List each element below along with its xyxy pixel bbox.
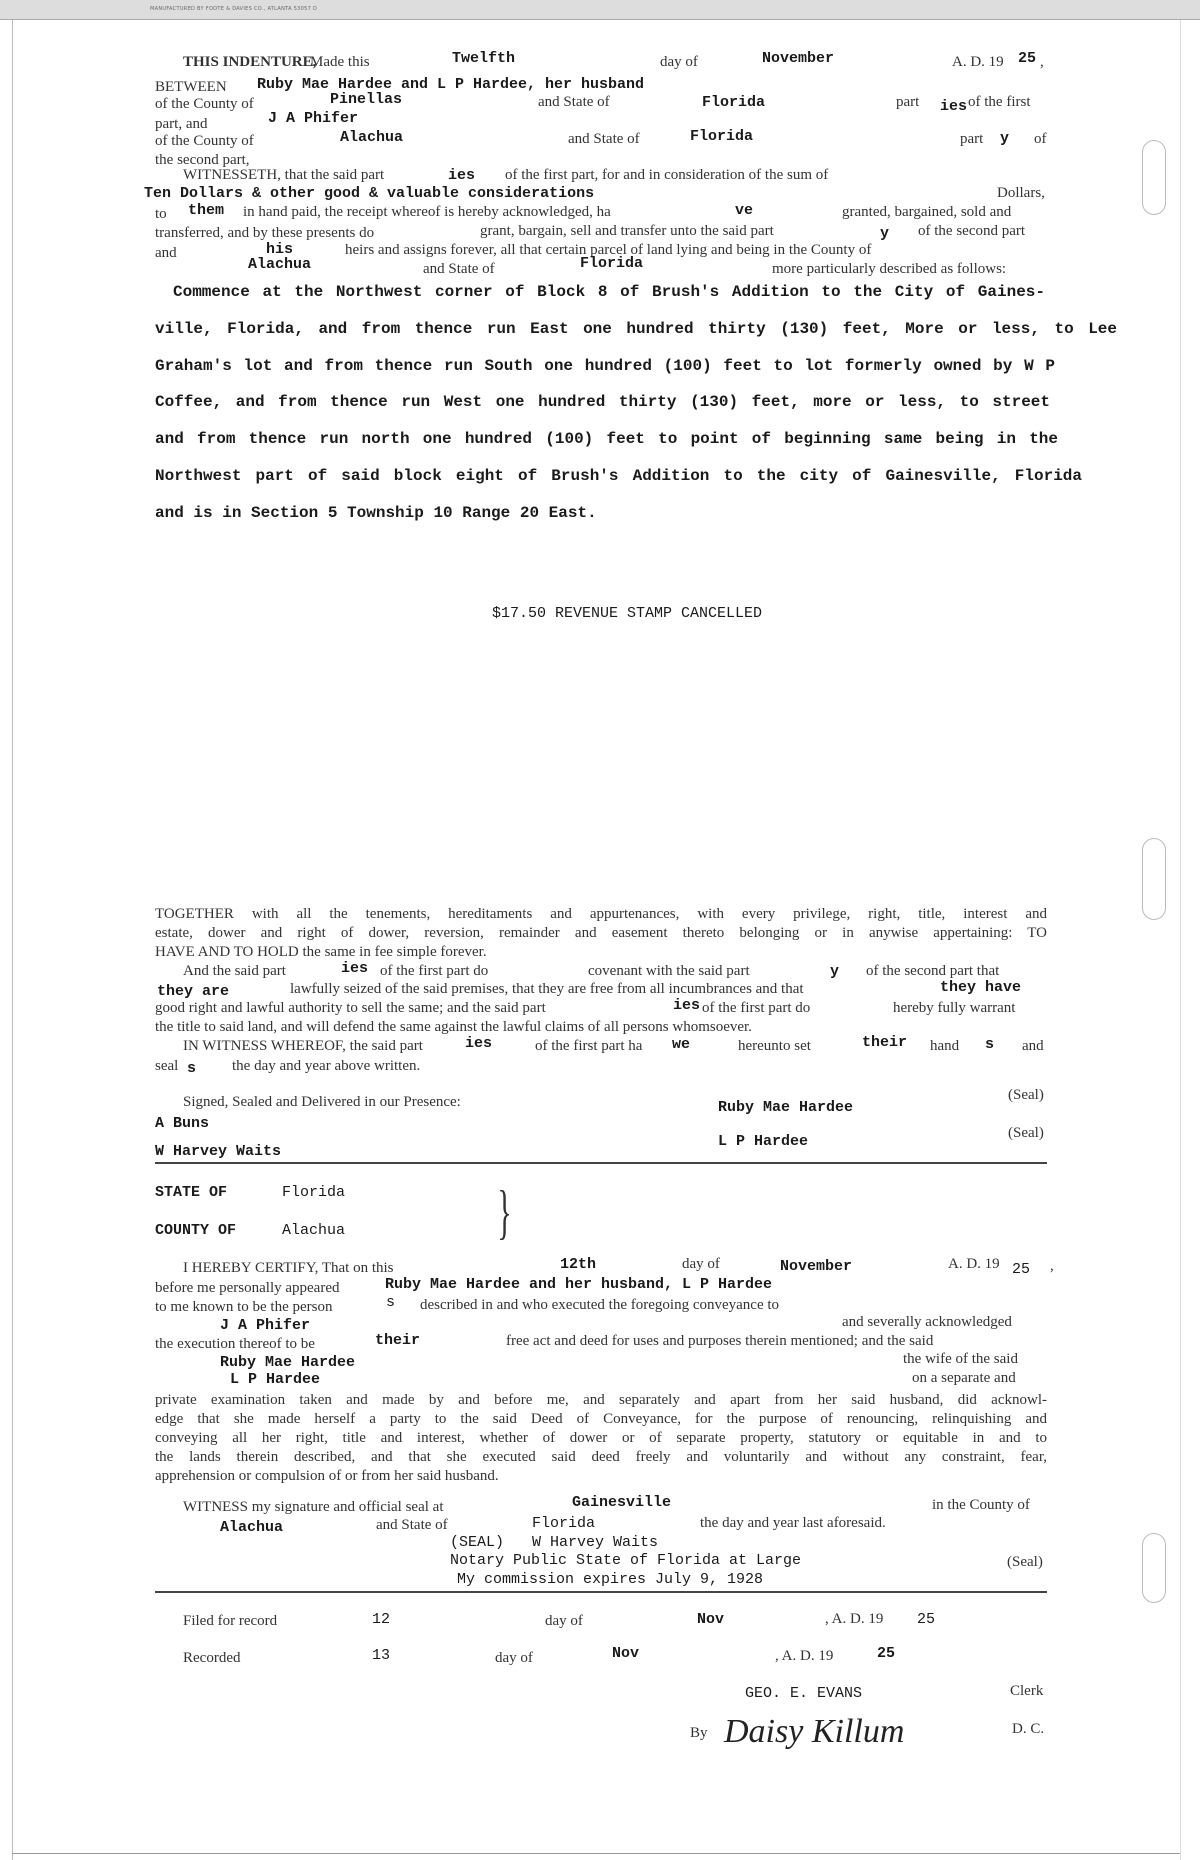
fill-suffix: s	[386, 1294, 396, 1311]
fill-suffix: ies	[448, 167, 476, 184]
label: of the County of	[155, 133, 254, 149]
punch-hole-icon	[1142, 838, 1166, 920]
label: heirs and assigns forever, all that certain parcel of land lying and being in the County of	[345, 242, 872, 258]
fill-suffix: ies	[341, 960, 369, 977]
seal-label: (Seal)	[1007, 1554, 1043, 1570]
ack-grantee: J A Phifer	[220, 1317, 311, 1334]
divider	[155, 1162, 1047, 1164]
label: more particularly described as follows:	[772, 261, 1007, 277]
label: hereby fully warrant	[893, 1000, 1016, 1016]
fill-state: Florida	[690, 128, 754, 145]
label: the execution thereof to be	[155, 1336, 315, 1352]
description-line: ville, Florida, and from thence run East one hundred thirty (130) feet, More or less, to Lee	[155, 320, 1117, 338]
label: , A. D. 19	[825, 1611, 884, 1627]
fill-year: 25	[1018, 50, 1037, 67]
clause-line: HAVE AND TO HOLD the same in fee simple forever.	[155, 944, 487, 960]
fill-they-are: they are	[157, 983, 230, 1000]
punch-hole-icon	[1142, 140, 1166, 215]
ack-county: Alachua	[282, 1222, 346, 1239]
fill-county: Pinellas	[330, 91, 403, 108]
label: of the second part	[918, 223, 1026, 239]
ack-day: 12th	[560, 1256, 597, 1273]
fill-grantors: Ruby Mae Hardee and L P Hardee, her husband	[257, 76, 645, 93]
fill-county: Alachua	[340, 129, 404, 146]
fill-suffix: s	[985, 1036, 995, 1053]
label: the wife of the said	[903, 1351, 1018, 1367]
description-line: and from thence run north one hundred (100) feet to point of beginning same being in the	[155, 430, 1058, 448]
notary-seal-tag: (SEAL)	[450, 1534, 505, 1551]
label: good right and lawful authority to sell the same; and the said part	[155, 1000, 546, 1016]
clause-line: apprehension or compulsion of or from her said husband.	[155, 1468, 499, 1484]
label: before me personally appeared	[155, 1280, 340, 1296]
label: BETWEEN	[155, 79, 227, 95]
label: lawfully seized of the said premises, that they are free from all incumbrances and that	[290, 981, 804, 997]
label: Made this	[310, 54, 370, 70]
label: A. D. 19	[948, 1256, 1000, 1272]
label: WITNESS my signature and official seal at	[183, 1499, 444, 1515]
clause-line: edge that she made herself a party to the said Deed of Conveyance, for the purpose of renouncing, relinquishing and	[155, 1411, 1047, 1427]
label: part	[896, 94, 920, 110]
label: and State of	[538, 94, 610, 110]
label: and	[155, 245, 177, 261]
filed-year: 25	[917, 1611, 936, 1628]
fill-his: his	[266, 241, 294, 258]
witness-name: A Buns	[155, 1115, 210, 1132]
label: the day and year above written.	[232, 1058, 421, 1074]
label: of the first part do	[702, 1000, 811, 1016]
label: WITNESSETH, that the said part	[183, 167, 385, 183]
seal-label: (Seal)	[1008, 1087, 1044, 1103]
label: in hand paid, the receipt whereof is hereby acknowledged, ha	[243, 204, 611, 220]
fill-to-whom: them	[188, 202, 225, 219]
brace-icon: }	[497, 1179, 512, 1245]
fill-suffix: y	[880, 225, 890, 242]
label: Filed for record	[183, 1613, 278, 1629]
fill-month: November	[762, 50, 835, 67]
label: to	[155, 206, 167, 222]
description-line: Graham's lot and from thence run South one hundred (100) feet to lot formerly owned by W P	[155, 357, 1055, 375]
label: Dollars,	[997, 185, 1045, 201]
clerk-name: GEO. E. EVANS	[745, 1685, 863, 1702]
label: of the first	[968, 94, 1031, 110]
label: day of	[660, 54, 698, 70]
fill-suffix: ies	[673, 997, 701, 1014]
label: of the first part ha	[535, 1038, 643, 1054]
punch-hole-icon	[1142, 1533, 1166, 1603]
label: grant, bargain, sell and transfer unto the said part	[480, 223, 774, 239]
recorded-day: 13	[372, 1647, 391, 1664]
fill-suffix: s	[187, 1060, 197, 1077]
notary-title: Notary Public State of Florida at Large	[450, 1552, 802, 1569]
label: the day and year last aforesaid.	[700, 1515, 886, 1531]
label: day of	[682, 1256, 720, 1272]
label: and severally acknowledged	[842, 1314, 1012, 1330]
filed-day: 12	[372, 1611, 391, 1628]
ack-state-2: Florida	[532, 1515, 596, 1532]
signer-name: Ruby Mae Hardee	[718, 1099, 854, 1116]
ack-year: 25	[1012, 1261, 1031, 1278]
description-line: Commence at the Northwest corner of Block 8 of Brush's Addition to the City of Gaines-	[173, 283, 1045, 301]
recorded-year: 25	[877, 1645, 896, 1662]
label: the second part,	[155, 152, 250, 168]
label: IN WITNESS WHEREOF, the said part	[183, 1038, 423, 1054]
label: of the first part do	[380, 963, 489, 979]
filed-month: Nov	[697, 1611, 725, 1628]
notary-commission: My commission expires July 9, 1928	[457, 1571, 764, 1588]
clause-line: private examination taken and made by and before me, and separately and apart from her said husband, did acknowl-	[155, 1392, 1047, 1408]
label: D. C.	[1012, 1721, 1045, 1737]
label: on a separate and	[912, 1370, 1016, 1386]
label: in the County of	[932, 1497, 1030, 1513]
ack-month: November	[780, 1258, 853, 1275]
label: hand	[930, 1038, 960, 1054]
label: day of	[495, 1650, 533, 1666]
label: transferred, and by these presents do	[155, 225, 375, 241]
revenue-stamp-note: $17.50 REVENUE STAMP CANCELLED	[492, 605, 763, 622]
clause-line: the lands therein described, and that she executed said deed freely and voluntarily and without any constraint, fear,	[155, 1449, 1047, 1465]
fill-suffix: y	[1000, 130, 1010, 147]
label: I HEREBY CERTIFY, That on this	[183, 1260, 394, 1276]
label: and	[1022, 1038, 1044, 1054]
description-line: Northwest part of said block eight of Brush's Addition to the city of Gainesville, Florida	[155, 467, 1082, 485]
clause-line: estate, dower and right of dower, reversion, remainder and easement thereto belonging or in anywise appertaining: TO	[155, 925, 1047, 941]
fill-suffix: we	[672, 1036, 691, 1053]
fill-state: Florida	[702, 94, 766, 111]
fill-state: Florida	[580, 255, 644, 272]
witness-name: W Harvey Waits	[155, 1143, 282, 1160]
label: and State of	[423, 261, 495, 277]
label: , A. D. 19	[775, 1648, 834, 1664]
label: of the County of	[155, 96, 254, 112]
seal-label: (Seal)	[1008, 1125, 1044, 1141]
page-bottom-edge	[12, 1853, 1180, 1854]
fill-they-have: they have	[940, 979, 1022, 996]
description-line: Coffee, and from thence run West one hundred thirty (130) feet, more or less, to street	[155, 393, 1050, 411]
label: hereunto set	[738, 1038, 811, 1054]
fill-suffix: ies	[940, 98, 968, 115]
label: ,	[1050, 1258, 1054, 1274]
ack-appeared: Ruby Mae Hardee and her husband, L P Hardee	[385, 1276, 773, 1293]
fill-their: their	[375, 1332, 421, 1349]
fill-suffix: ve	[735, 202, 754, 219]
fill-county: Alachua	[248, 256, 312, 273]
page-left-edge	[12, 20, 13, 1860]
label: A. D. 19	[952, 54, 1004, 70]
ack-place: Gainesville	[572, 1494, 672, 1511]
fill-consideration: Ten Dollars & other good & valuable considerations	[144, 185, 595, 202]
fill-suffix: ies	[465, 1035, 493, 1052]
form-header-strip	[0, 0, 1200, 20]
ack-state: Florida	[282, 1184, 346, 1201]
label: of	[1034, 131, 1047, 147]
label: covenant with the said part	[588, 963, 750, 979]
label: STATE OF	[155, 1184, 228, 1201]
label: granted, bargained, sold and	[842, 204, 1012, 220]
ack-county-2: Alachua	[220, 1519, 284, 1536]
label: Recorded	[183, 1650, 241, 1666]
label: part	[960, 131, 984, 147]
label: and State of	[376, 1517, 448, 1533]
notary-name: W Harvey Waits	[532, 1534, 659, 1551]
label: described in and who executed the foregoing conveyance to	[420, 1297, 780, 1313]
label: to me known to be the person	[155, 1299, 333, 1315]
signer-name: L P Hardee	[718, 1133, 809, 1150]
label: free act and deed for uses and purposes therein mentioned; and the said	[506, 1333, 934, 1349]
label: part, and	[155, 116, 208, 132]
indenture-heading: THIS INDENTURE,	[183, 54, 317, 70]
label: And the said part	[183, 963, 286, 979]
fill-suffix: y	[830, 963, 840, 980]
label: By	[690, 1725, 708, 1741]
label: Clerk	[1010, 1683, 1044, 1699]
fill-grantee: J A Phifer	[268, 110, 359, 127]
fill-day: Twelfth	[452, 50, 516, 67]
divider	[155, 1591, 1047, 1593]
ack-wife-name: Ruby Mae Hardee	[220, 1354, 356, 1371]
clause-line: the title to said land, and will defend the same against the lawful claims of all persons whomsoever.	[155, 1019, 752, 1035]
deputy-signature	[720, 1700, 950, 1760]
label: day of	[545, 1613, 583, 1629]
deputy-signature-text: Daisy Killum	[724, 1713, 905, 1750]
recorded-month: Nov	[612, 1645, 640, 1662]
fill-their: their	[862, 1034, 908, 1051]
label: and State of	[568, 131, 640, 147]
label: Signed, Sealed and Delivered in our Presence:	[183, 1094, 461, 1110]
label: seal	[155, 1058, 179, 1074]
label: of the first part, for and in consideration of the sum of	[505, 167, 829, 183]
ack-husband-name: L P Hardee	[230, 1371, 321, 1388]
clause-line: conveying all her right, title and interest, whether of dower or of separate property, statutory or equitable in and to	[155, 1430, 1047, 1446]
form-maker-imprint: MANUFACTURED BY FOOTE & DAVIES CO., ATLANTA 53057 D	[150, 6, 318, 12]
label: COUNTY OF	[155, 1222, 237, 1239]
page-right-edge	[1180, 20, 1181, 1860]
label: ,	[1040, 54, 1044, 70]
clause-line: TOGETHER with all the tenements, hereditaments and appurtenances, with every privilege, right, title, interest and	[155, 906, 1047, 922]
description-line: and is in Section 5 Township 10 Range 20 East.	[155, 504, 597, 522]
label: of the second part that	[866, 963, 1000, 979]
